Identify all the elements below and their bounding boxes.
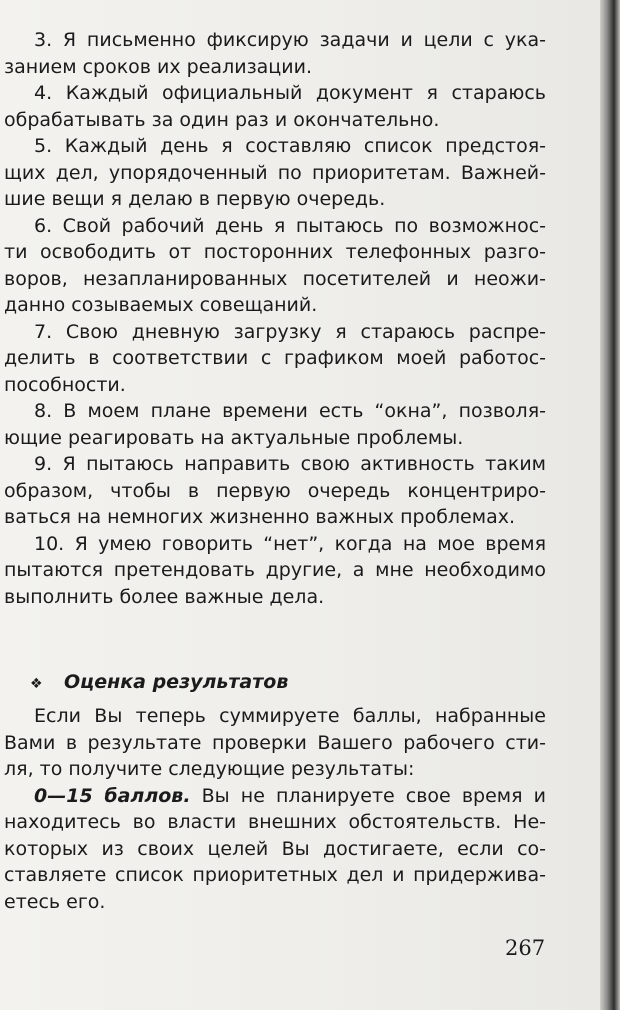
text-line: пытаются претендовать другие, а мне необходимо — [4, 559, 546, 581]
text-line: 10. Я умею говорить “нет”, когда на мое время — [34, 532, 546, 555]
text-line: образом, чтобы в первую очередь концентриро- — [4, 479, 546, 502]
page-number: 267 — [505, 936, 546, 960]
text-line: щих дел, упорядоченный по приоритетам. Важней- — [4, 161, 546, 184]
score-line-text: Вы не планируете свое время и — [201, 784, 546, 807]
text-line: данно созываемых совещаний. — [4, 294, 318, 316]
text-line: ваться на немногих жизненно важных проблемах. — [4, 506, 516, 528]
diamond-bullet-icon: ❖ — [30, 676, 43, 692]
text-line: воров, незапланированных посетителей и неожи- — [4, 267, 546, 290]
section-heading — [30, 671, 430, 693]
statements-list — [4, 27, 546, 610]
text-line: делить в соответствии с графиком моей работос- — [4, 347, 546, 369]
text-line: пособности. — [4, 373, 126, 396]
section-title: Оценка результатов — [64, 671, 289, 693]
text-line: обрабатывать за один раз и окончательно. — [4, 108, 440, 131]
text-line: которых из своих целей Вы достигаете, если со- — [4, 837, 546, 860]
text-line: ля, то получите следующие результаты: — [4, 758, 415, 780]
text-line: 4. Каждый официальный документ я стараюсь — [34, 82, 546, 104]
text-line: 8. В моем плане времени есть “окна”, позволя- — [34, 400, 546, 422]
text-line: выполнить более важные дела. — [4, 585, 325, 608]
text-line: 7. Свою дневную загрузку я стараюсь распре- — [34, 320, 546, 343]
text-line: ти освободить от посторонних телефонных разго- — [4, 241, 546, 263]
book-spine-edge — [600, 0, 620, 1010]
text-line: находитесь во власти внешних обстоятельств. Не- — [4, 811, 546, 833]
text-line: занием сроков их реализации. — [4, 55, 312, 78]
text-line: ющие реагировать на актуальные проблемы. — [4, 426, 464, 449]
score-line — [4, 783, 546, 810]
text-line: 5. Каждый день я составляю список предстоя- — [34, 135, 546, 157]
text-line: 3. Я письменно фиксирую задачи и цели с ука- — [34, 29, 546, 51]
score-range-label: 0—15 баллов. — [34, 784, 191, 807]
text-line: 6. Свой рабочий день я пытаюсь по возможнос- — [34, 214, 546, 237]
text-line: Вами в результате проверки Вашего рабочего сти- — [4, 731, 546, 754]
text-line: Если Вы теперь суммируете баллы, набранные — [34, 705, 546, 727]
text-line: 9. Я пытаюсь направить свою активность таким — [34, 453, 546, 475]
text-line: етесь его. — [4, 890, 106, 913]
text-line: ставляете список приоритетных дел и придержива- — [4, 864, 546, 886]
results-text — [4, 703, 546, 915]
text-line: шие вещи я делаю в первую очередь. — [4, 188, 386, 210]
